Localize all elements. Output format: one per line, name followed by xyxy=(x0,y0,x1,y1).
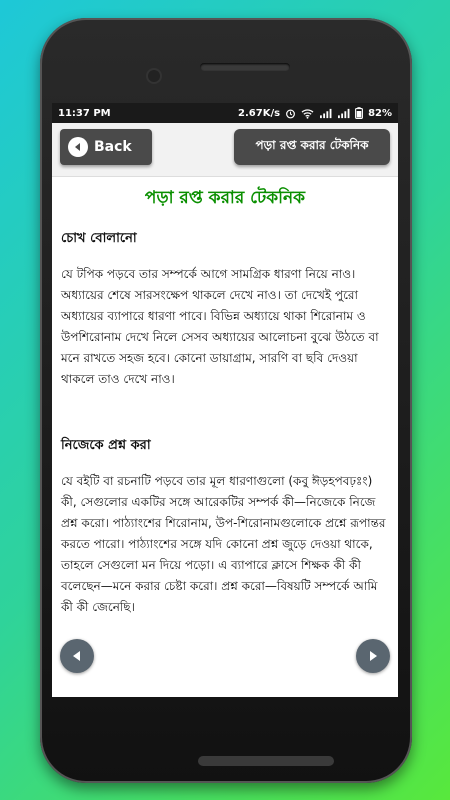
section-heading: চোখ বোলানো xyxy=(61,231,137,246)
title-button-label: পড়া রপ্ত করার টেকনিক xyxy=(255,138,369,152)
article-content xyxy=(52,177,398,618)
battery-percent: 82% xyxy=(368,107,392,119)
chevron-left-icon xyxy=(70,649,84,663)
back-button[interactable] xyxy=(60,129,152,165)
back-button-label: Back xyxy=(94,139,132,155)
section-1 xyxy=(61,229,389,390)
section-body: যে বইটি বা রচনাটি পড়বে তার মূল ধারণাগুলো (কবু ঈড়হপবঢ়ঃং) কী, সেগুলোর একটির সঙ্গে আরেকটির সম্পর্ক কী—নিজেকে নিজে প্রশ্ন করো। পাঠ্যাংশের শিরোনাম, উপ-শিরোনামগুলোকে প্রশ্নে রূপান্তর করতে পারো। পাঠ্যাংশের সঙ্গে যদি কোনো প্রশ্ন জুড়ে দেওয়া থাকে, তাহলে সেগুলো মন দিয়ে পড়ো। এ ব্যাপারে ক্লাসে শিক্ষক কী কী বলেছেন—মনে করার চেষ্টা করো। প্রশ্ন করো—বিষয়টি সম্পর্কে আমি কী কী জেনেছি। xyxy=(61,474,386,614)
speaker-grille xyxy=(200,63,290,71)
section-2 xyxy=(61,436,389,618)
battery-icon xyxy=(355,107,363,119)
page-title: পড়া রপ্ত করার টেকনিক xyxy=(144,188,306,208)
status-indicators xyxy=(238,107,392,119)
app-screen xyxy=(52,103,398,697)
status-bar xyxy=(52,103,398,123)
chevron-right-icon xyxy=(366,649,380,663)
section-body: যে টপিক পড়বে তার সম্পর্কে আগে সামগ্রিক ধারণা নিয়ে নাও। অধ্যায়ের শেষে সারসংক্ষেপ থাকলে দেখে নাও। তা দেখেই পুরো অধ্যায়ের ব্যাপারে ধারণা পাবে। বিভিন্ন অধ্যায়ে থাকা শিরোনাম ও উপশিরোনাম দেখে নিলে সেসব অধ্যায়ের আলোচনা বুঝে উঠতে বা মনে রাখতে সহজ হবে। কোনো ডায়াগ্রাম, সারণি বা ছবি দেওয়া থাকলে তাও দেখে নাও। xyxy=(61,267,379,386)
next-page-button[interactable] xyxy=(356,639,390,673)
alarm-icon xyxy=(285,108,296,119)
signal-icon xyxy=(319,108,332,119)
previous-page-button[interactable] xyxy=(60,639,94,673)
signal-icon-2 xyxy=(337,108,350,119)
network-speed: 2.67K/s xyxy=(238,107,281,119)
camera xyxy=(148,70,160,82)
section-heading: নিজেকে প্রশ্ন করা xyxy=(61,438,151,453)
app-header xyxy=(52,123,398,177)
status-time: 11:37 PM xyxy=(58,107,111,119)
back-arrow-icon xyxy=(68,137,88,157)
wifi-icon xyxy=(301,108,314,119)
home-bar xyxy=(198,756,334,766)
title-button[interactable] xyxy=(234,129,390,165)
